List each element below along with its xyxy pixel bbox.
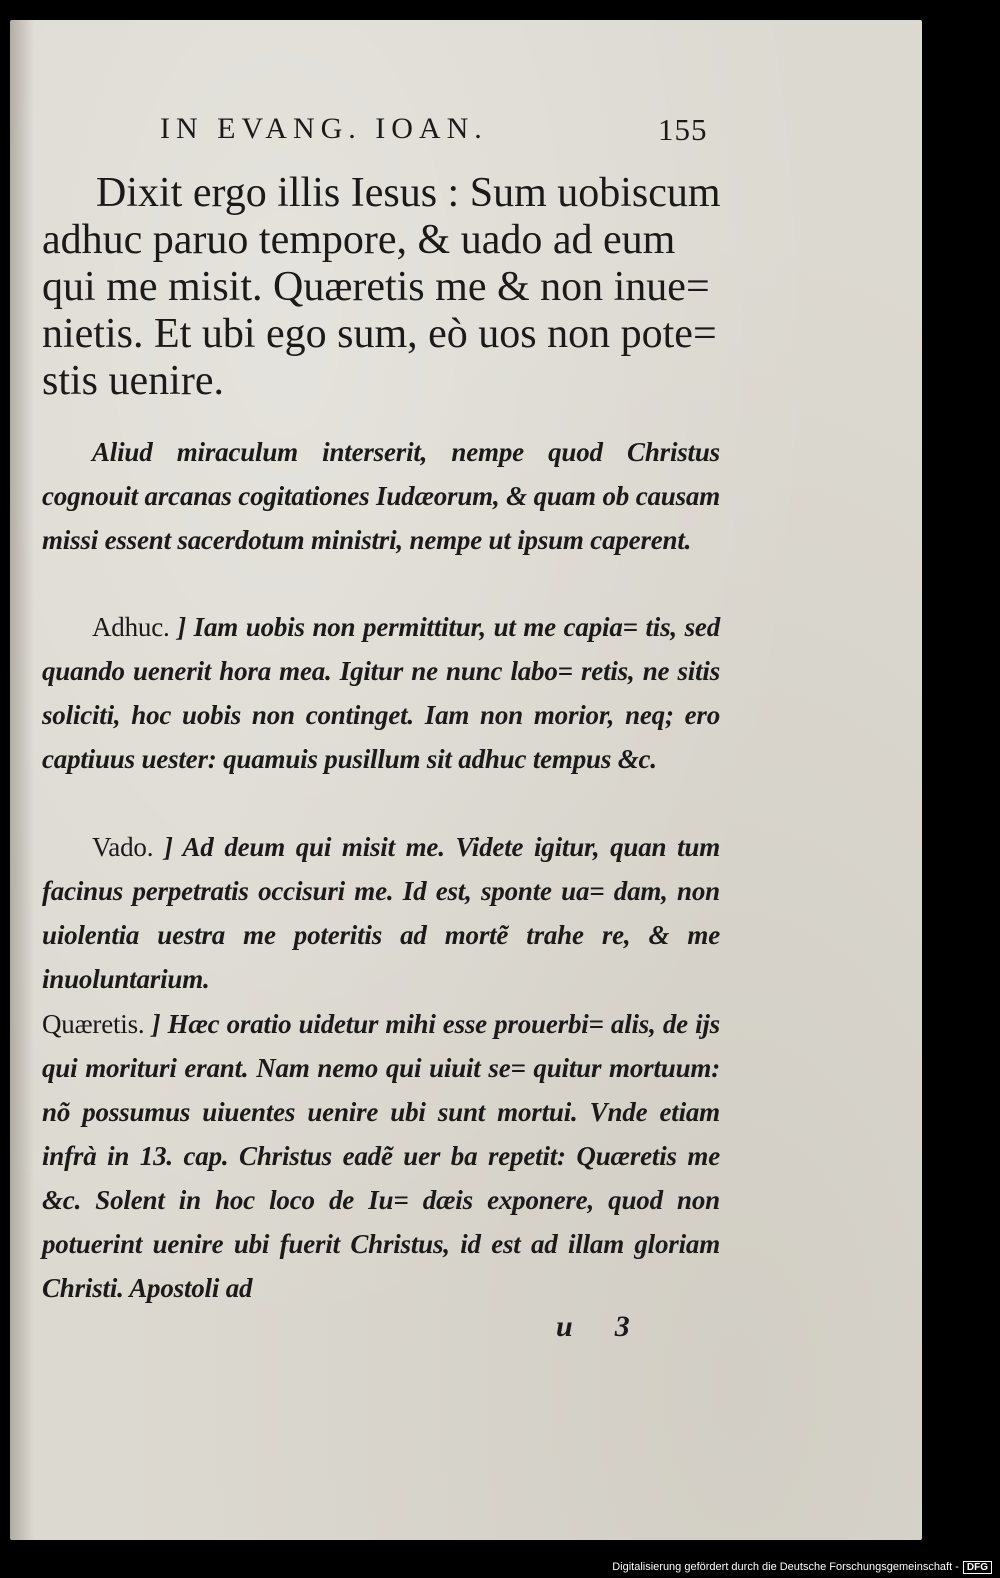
commentary-text: ] Iam uobis non permittitur, ut me capia= tis, sed quando uenerit hora mea. Igitur ne nunc labo= retis, ne sitis soliciti, hoc uobis non continget. Iam non morior, neq; ero captiuus uester: quamuis pusillum sit adhuc tempus &c. [42, 612, 720, 774]
commentary-keyword: Adhuc. [92, 612, 170, 642]
commentary-paragraph [42, 605, 720, 781]
lemma-line: qui me misit. Quæretis me & non inue= [42, 264, 710, 310]
commentary-keyword: Quæretis. [42, 1009, 145, 1039]
lemma-line: adhuc paruo tempore, & uado ad eum [42, 217, 676, 263]
commentary-text: ] Ad deum qui misit me. Videte igitur, quan tum facinus perpetratis occisuri me. Id est, sponte ua= dam, non uiolentia uestra me poteritis ad mortẽ trahe re, & me inuoluntarium. [42, 832, 720, 994]
lemma-block [42, 170, 722, 405]
dfg-logo: DFG [963, 1561, 992, 1574]
commentary-paragraph [42, 1002, 720, 1310]
running-head: IN EVANG. IOAN. [160, 112, 488, 145]
signature-number: 3 [614, 1310, 630, 1343]
commentary-keyword: Vado. [92, 832, 154, 862]
commentary-paragraph [42, 430, 720, 562]
digitization-credit [612, 1561, 992, 1574]
lemma-line: nietis. Et ubi ego sum, eò uos non pote= [42, 311, 717, 357]
page-gutter-shadow [10, 20, 34, 1540]
book-page [10, 20, 922, 1540]
lemma-line: stis uenire. [42, 358, 224, 404]
signature-mark [556, 1310, 672, 1344]
commentary-text: Aliud miraculum interserit, nempe quod Christus cognouit arcanas cogitationes Iudæorum, & quam ob causam missi essent sacerdotum ministri, nempe ut ipsum caperent. [42, 437, 720, 555]
commentary-paragraph [42, 825, 720, 1001]
page-number: 155 [658, 112, 708, 147]
commentary-text: ] Hæc oratio uidetur mihi esse prouerbi= alis, de ijs qui morituri erant. Nam nemo qui uiuit se= quitur mortuum: nõ possumus uiuentes uenire ubi sunt mortui. Vnde etiam infrà in 13. cap. Christus eadẽ uer ba repetit: Quæretis me &c. Solent in hoc loco de Iu= dæis exponere, quod non potuerint uenire ubi fuerit Christus, id est ad illam gloriam Christi. Apostoli ad [42, 1009, 720, 1303]
lemma-line: Dixit ergo illis Iesus : Sum uobiscum [96, 170, 721, 216]
credit-text: Digitalisierung gefördert durch die Deutsche Forschungsgemeinschaft - [612, 1561, 959, 1573]
signature-letter: u [556, 1310, 573, 1343]
